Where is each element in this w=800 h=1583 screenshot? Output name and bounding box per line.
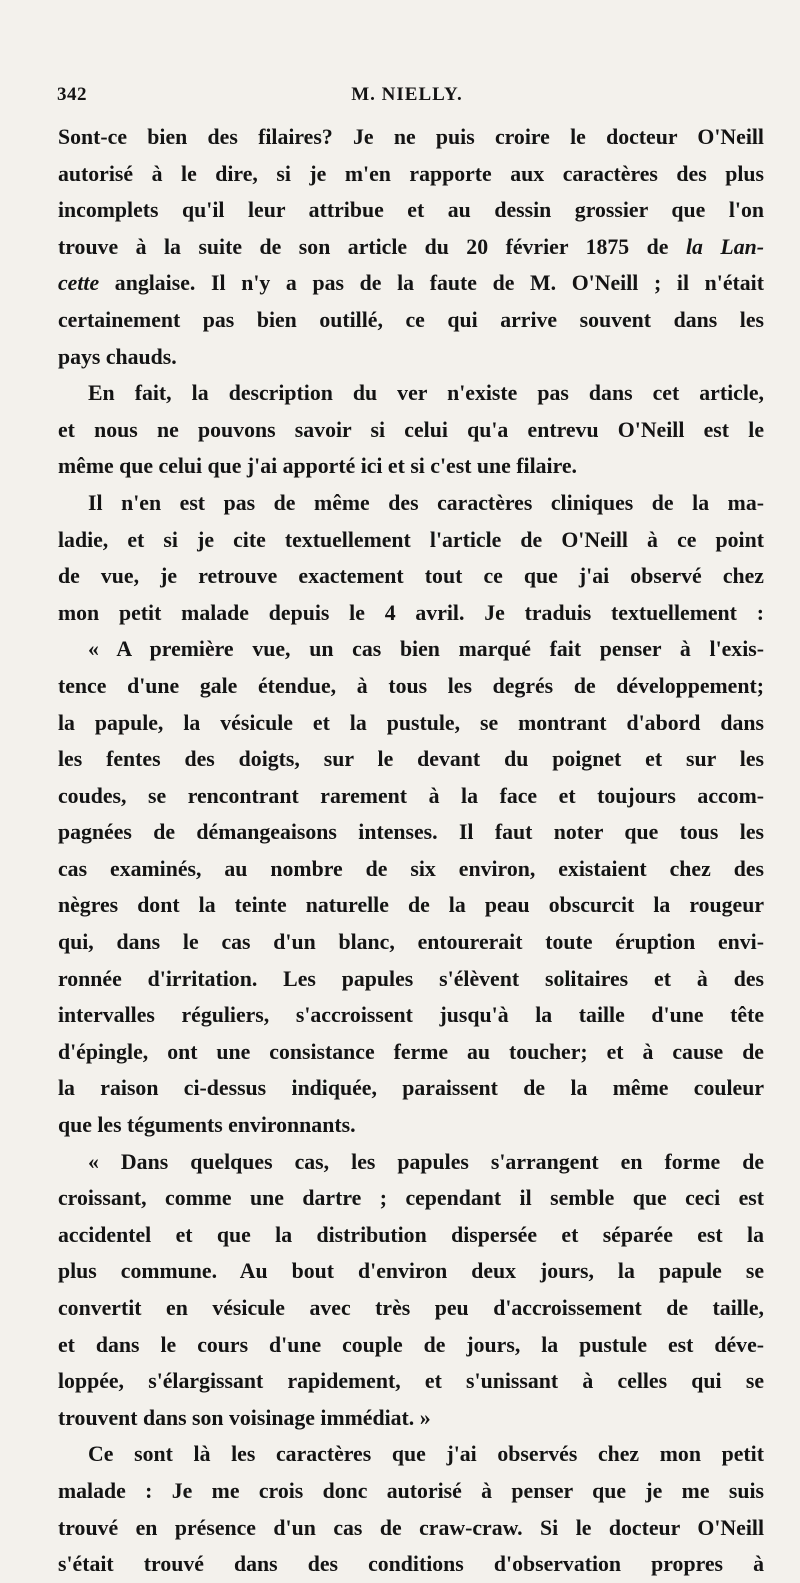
text-line: loppée, s'élargissant rapidement, et s'unissant à celles qui se (58, 1369, 764, 1394)
italic-title: cette (58, 271, 100, 296)
text-line: cas examinés, au nombre de six environ, existaient chez des (58, 856, 764, 881)
text-line: plus commune. Au bout d'environ deux jours, la papule se (58, 1259, 764, 1284)
text-line: trouvé en présence d'un cas de craw-craw. Si le docteur O'Neill (58, 1515, 764, 1540)
italic-title: la Lan- (685, 234, 764, 259)
text-line: trouvent dans son voisinage immédiat. » (58, 1405, 431, 1430)
text-line: malade : Je me crois donc autorisé à penser que je me suis (58, 1478, 764, 1503)
text-line: et dans le cours d'une couple de jours, la pustule est déve- (58, 1332, 764, 1357)
text-line: qui, dans le cas d'un blanc, entourerait toute éruption envi- (58, 930, 764, 955)
text-line: convertit en vésicule avec très peu d'accroissement de taille, (58, 1296, 764, 1320)
text-line: la papule, la vésicule et la pustule, se montrant d'abord dans (58, 710, 764, 735)
running-head-author: M. NIELLY. (351, 84, 463, 105)
body-text (58, 119, 764, 1583)
text-span: trouve à la suite de son article du 20 février 1875 de (58, 234, 686, 259)
paragraph-start-line: Ce sont là les caractères que j'ai observés chez mon petit (88, 1442, 764, 1467)
text-line: autorisé à le dire, si je m'en rapporte aux caractères des plus (58, 161, 764, 186)
text-line: croissant, comme une dartre ; cependant il semble que ceci est (58, 1186, 764, 1211)
text-line: ronnée d'irritation. Les papules s'élèvent solitaires et à des (58, 966, 764, 991)
page-number: 342 (57, 84, 87, 105)
text-line: intervalles réguliers, s'accroissent jusqu'à la taille d'une tête (58, 1003, 764, 1028)
text-line: incomplets qu'il leur attribue et au dessin grossier que l'on (58, 198, 764, 223)
text-line: tence d'une gale étendue, à tous les degrés de développement; (58, 673, 764, 698)
text-line (58, 265, 764, 302)
text-line: la raison ci-dessus indiquée, paraissent de la même couleur (58, 1076, 764, 1101)
text-line: pagnées de démangeaisons intenses. Il faut noter que tous les (58, 820, 764, 845)
text-line: même que celui que j'ai apporté ici et si c'est une filaire. (58, 454, 577, 479)
paragraph-start-line: Il n'en est pas de même des caractères cliniques de la ma- (88, 490, 764, 515)
text-line: ladie, et si je cite textuellement l'article de O'Neill à ce point (58, 527, 764, 552)
running-head (57, 80, 757, 110)
text-line: s'était trouvé dans des conditions d'observation propres à (58, 1552, 764, 1577)
text-line (58, 229, 764, 266)
text-span: anglaise. Il n'y a pas de la faute de M. O'Neill ; il n'était (99, 271, 764, 296)
text-line: Sont-ce bien des filaires? Je ne puis croire le docteur O'Neill (58, 125, 764, 149)
quote-start-line: « Dans quelques cas, les papules s'arrangent en forme de (88, 1149, 764, 1174)
text-line: accidentel et que la distribution dispersée et séparée est la (58, 1222, 764, 1247)
text-line: certainement pas bien outillé, ce qui arrive souvent dans les (58, 307, 764, 332)
paragraph-start-line: En fait, la description du ver n'existe pas dans cet article, (88, 381, 764, 406)
text-line: mon petit malade depuis le 4 avril. Je traduis textuellement : (58, 600, 764, 625)
text-line: pays chauds. (58, 344, 177, 369)
text-line: d'épingle, ont une consistance ferme au toucher; et à cause de (58, 1039, 764, 1064)
text-line: les fentes des doigts, sur le devant du poignet et sur les (58, 747, 764, 772)
quote-start-line: « A première vue, un cas bien marqué fait penser à l'exis- (88, 637, 764, 662)
text-line: et nous ne pouvons savoir si celui qu'a entrevu O'Neill est le (58, 417, 764, 442)
text-line: nègres dont la teinte naturelle de la peau obscurcit la rougeur (58, 893, 764, 918)
text-line: que les téguments environnants. (58, 1113, 356, 1138)
text-line: de vue, je retrouve exactement tout ce que j'ai observé chez (58, 564, 764, 589)
text-line: coudes, se rencontrant rarement à la face et toujours accom- (58, 783, 764, 808)
